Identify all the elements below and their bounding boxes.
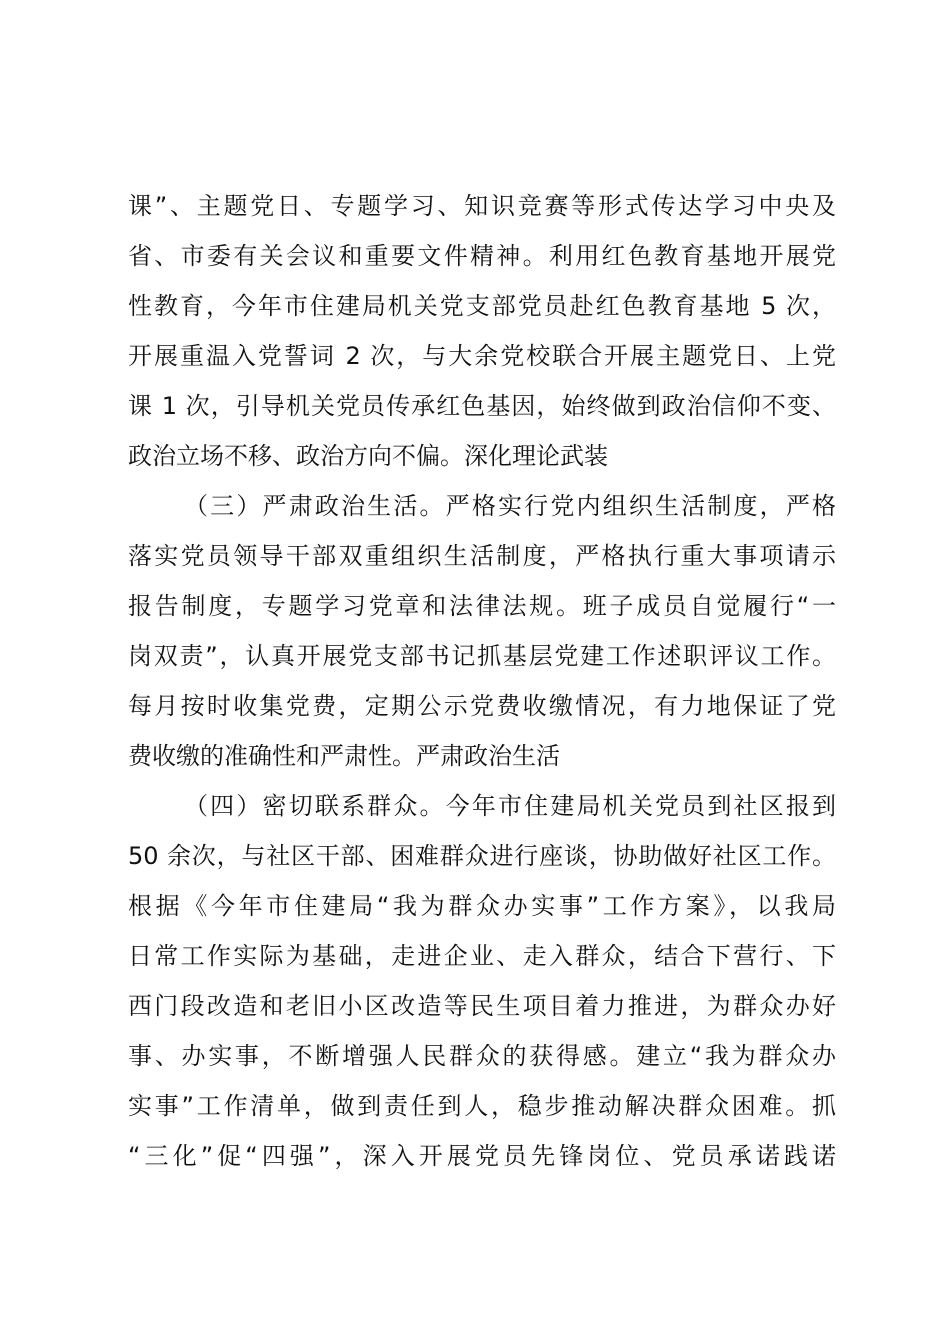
text-line: 报告制度，专题学习党章和法律法规。班子成员自觉履行“一 (128, 592, 836, 620)
section-heading-line: （三）严肃政治生活。严格实行党内组织生活制度，严格 (184, 492, 836, 520)
text-line: 每月按时收集党费，定期公示党费收缴情况，有力地保证了党 (128, 692, 836, 720)
text-line: 西门段改造和老旧小区改造等民生项目着力推进，为群众办好 (128, 992, 836, 1020)
text-line: 根据《今年市住建局“我为群众办实事”工作方案》，以我局 (128, 892, 836, 920)
text-line: 省、市委有关会议和重要文件精神。利用红色教育基地开展党 (128, 242, 836, 270)
text-line: 岗双责”，认真开展党支部书记抓基层党建工作述职评议工作。 (128, 642, 836, 670)
text-line: 费收缴的准确性和严肃性。严肃政治生活 (128, 742, 560, 770)
text-line: “三化”促“四强”，深入开展党员先锋岗位、党员承诺践诺 (128, 1142, 836, 1170)
text-line: 50 余次，与社区干部、困难群众进行座谈，协助做好社区工作。 (128, 842, 836, 870)
body-text (128, 181, 836, 1181)
text-line: 实事”工作清单，做到责任到人，稳步推动解决群众困难。抓 (128, 1092, 836, 1120)
text-line: 落实党员领导干部双重组织生活制度，严格执行重大事项请示 (128, 542, 836, 570)
text-line: 事、办实事，不断增强人民群众的获得感。建立“我为群众办 (128, 1042, 836, 1070)
text-line: 性教育，今年市住建局机关党支部党员赴红色教育基地 5 次， (128, 292, 836, 320)
text-line: 课”、主题党日、专题学习、知识竞赛等形式传达学习中央及 (128, 192, 836, 220)
text-line: 政治立场不移、政治方向不偏。深化理论武装 (128, 442, 608, 470)
section-heading-line: （四）密切联系群众。今年市住建局机关党员到社区报到 (184, 792, 836, 820)
text-line: 开展重温入党誓词 2 次，与大余党校联合开展主题党日、上党 (128, 342, 836, 370)
text-line: 日常工作实际为基础，走进企业、走入群众，结合下营行、下 (128, 942, 836, 970)
text-line: 课 1 次，引导机关党员传承红色基因，始终做到政治信仰不变、 (128, 392, 836, 420)
